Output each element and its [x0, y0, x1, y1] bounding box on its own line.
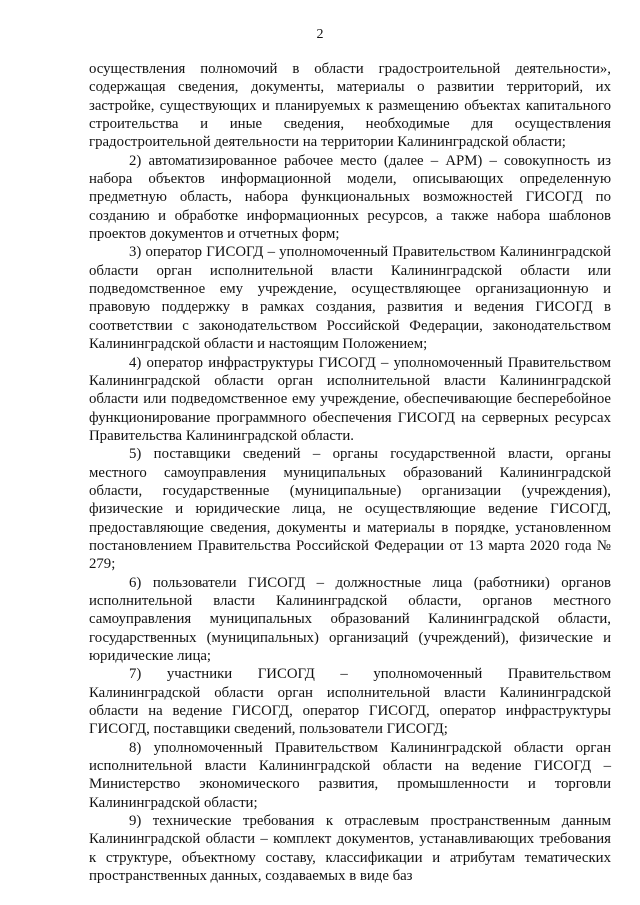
paragraph-item-5: 5) поставщики сведений – органы государственной власти, органы местного самоуправления муниципальных образований Калининградской области, государственные (муниципальные) организации (учреждения), физические и юридические лица, не осуществляющие ведение ГИСОГД, предоставляющие сведения, документы и материалы в порядке, установленном постановлением Правительства Российской Федерации от 13 марта 2020 года № 279; [89, 446, 611, 573]
document-body [89, 60, 611, 885]
paragraph-item-3: 3) оператор ГИСОГД – уполномоченный Правительством Калининградской области орган исполнительной власти Калининградской области или подведомственное ему учреждение, осуществляющее организационную и правовую поддержку в рамках создания, развития и ведения ГИСОГД в соответствии с законодательством Российской Федерации, законодательством Калининградской области и настоящим Положением; [89, 244, 611, 353]
paragraph-item-7: 7) участники ГИСОГД – уполномоченный Правительством Калининградской области орган исполнительной власти Калининградской области на ведение ГИСОГД, оператор ГИСОГД, оператор инфраструктуры ГИСОГД, поставщики сведений, пользователи ГИСОГД; [89, 666, 611, 738]
paragraph-item-4: 4) оператор инфраструктуры ГИСОГД – уполномоченный Правительством Калининградской области орган исполнительной власти Калининградской области или подведомственное ему учреждение, обеспечивающие бесперебойное функционирование программного обеспечения ГИСОГД на серверных ресурсах Правительства Калининградской области. [89, 354, 611, 444]
page-number: 2 [316, 27, 324, 42]
paragraph-continuation: осуществления полномочий в области градостроительной деятельности», содержащая сведения, документы, материалы о развитии территорий, их застройке, существующих и планируемых к размещению объектах капитального строительства и иные сведения, необходимые для осуществления градостроительной деятельности на территории Калининградской области; [89, 61, 611, 151]
paragraph-item-9: 9) технические требования к отраслевым пространственным данным Калининградской области – комплект документов, устанавливающих требования к структуре, объектному составу, классификации и атрибутам тематических пространственных данных, создаваемых в виде баз [89, 813, 611, 885]
paragraph-item-6: 6) пользователи ГИСОГД – должностные лица (работники) органов исполнительной власти Калининградской области, органов местного самоуправления муниципальных образований Калининградской области, государственных (муниципальных) организаций (учреждений), физические и юридические лица; [89, 574, 611, 664]
paragraph-item-8: 8) уполномоченный Правительством Калининградской области орган исполнительной власти Калининградской области на ведение ГИСОГД – Министерство экономического развития, промышленности и торговли Калининградской области; [89, 739, 611, 811]
paragraph-item-2: 2) автоматизированное рабочее место (далее – АРМ) – совокупность из набора объектов информационной модели, описывающих определенную предметную область, набора функциональных возможностей ГИСОГД по созданию и обработке информационных ресурсов, а также набора шаблонов проектов документов и отчетных форм; [89, 152, 611, 243]
